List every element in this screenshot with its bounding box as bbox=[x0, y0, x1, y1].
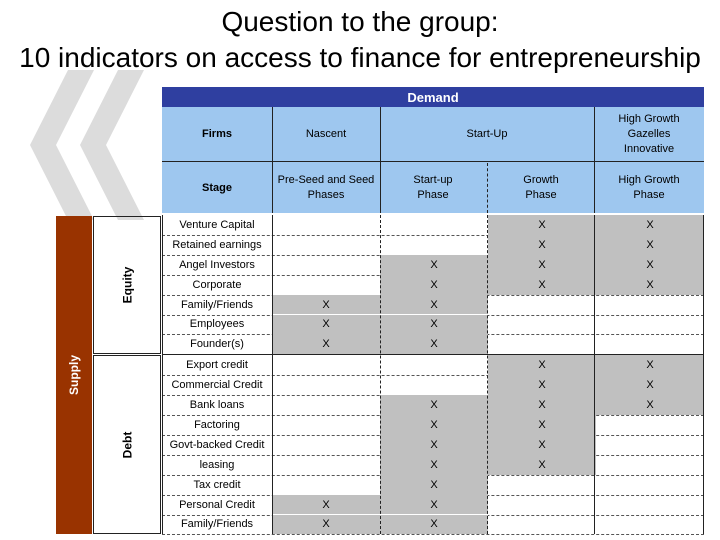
matrix-cell bbox=[596, 495, 704, 515]
slide-title: Question to the group: bbox=[221, 6, 499, 37]
row-label: Angel Investors bbox=[179, 258, 255, 271]
matrix-cell: X bbox=[596, 255, 704, 275]
matrix-cell: X bbox=[380, 295, 488, 315]
matrix-cell: X bbox=[272, 334, 380, 354]
matrix-cell bbox=[272, 475, 380, 495]
equity-label-box bbox=[93, 216, 161, 354]
row-label: Bank loans bbox=[189, 399, 245, 412]
supply-label: Supply bbox=[67, 354, 82, 396]
matrix-cell: X bbox=[488, 435, 596, 455]
matrix-cell: X bbox=[596, 395, 704, 415]
matrix-cell bbox=[272, 395, 380, 415]
matrix-cell: X bbox=[380, 315, 488, 335]
row-label: Retained earnings bbox=[172, 238, 262, 251]
matrix-cell bbox=[272, 375, 380, 395]
matrix-cell bbox=[380, 355, 488, 375]
matrix-cell: X bbox=[380, 275, 488, 295]
matrix-cell: X bbox=[596, 235, 704, 255]
row-label: Govt-backed Credit bbox=[169, 438, 265, 451]
header-divider bbox=[162, 161, 704, 162]
matrix-cell bbox=[596, 334, 704, 354]
row-label: Corporate bbox=[192, 278, 242, 291]
matrix-cell: X bbox=[596, 355, 704, 375]
header-vline bbox=[594, 107, 595, 213]
debt-label-box bbox=[93, 355, 161, 534]
matrix-cell: X bbox=[380, 334, 488, 354]
matrix-cell bbox=[596, 295, 704, 315]
matrix-cell: X bbox=[488, 455, 596, 475]
row-label: Employees bbox=[189, 318, 245, 331]
row-label: Family/Friends bbox=[180, 518, 254, 531]
header-vline-dashed bbox=[487, 163, 488, 213]
matrix-cell: X bbox=[488, 255, 596, 275]
pre-seed-header: Pre-Seed and Seed Phases bbox=[277, 174, 375, 201]
matrix-cell bbox=[272, 355, 380, 375]
matrix-cell bbox=[488, 315, 596, 335]
matrix-cell bbox=[596, 515, 704, 535]
matrix-cell bbox=[596, 475, 704, 495]
supply-label-bar bbox=[56, 216, 92, 534]
matrix-cell: X bbox=[380, 395, 488, 415]
matrix-cell: X bbox=[380, 455, 488, 475]
slide-subtitle: 10 indicators on access to finance for entrepreneurship bbox=[19, 42, 701, 73]
high-growth-phase-header: High Growth Phase bbox=[618, 174, 680, 201]
matrix-cell: X bbox=[380, 255, 488, 275]
growth-phase-header: Growth Phase bbox=[523, 174, 559, 201]
row-divider bbox=[162, 534, 704, 535]
column-divider bbox=[594, 215, 595, 534]
matrix-cell bbox=[380, 375, 488, 395]
stage-header: Stage bbox=[202, 181, 232, 194]
column-divider bbox=[703, 215, 704, 534]
matrix-cell bbox=[488, 495, 596, 515]
row-label: Tax credit bbox=[193, 478, 241, 491]
matrix-cell: X bbox=[488, 415, 596, 435]
matrix-cell: X bbox=[272, 495, 380, 515]
matrix-cell bbox=[488, 475, 596, 495]
column-divider bbox=[272, 215, 273, 534]
matrix-cell bbox=[596, 315, 704, 335]
row-label: Factoring bbox=[194, 418, 240, 431]
matrix-cell bbox=[380, 215, 488, 235]
matrix-cell: X bbox=[380, 435, 488, 455]
matrix-cell bbox=[596, 415, 704, 435]
row-label: Export credit bbox=[186, 359, 248, 372]
matrix-cell bbox=[488, 295, 596, 315]
column-divider bbox=[380, 215, 381, 534]
matrix-cell bbox=[272, 435, 380, 455]
row-label: Founder(s) bbox=[190, 338, 244, 351]
matrix-cell bbox=[488, 515, 596, 535]
equity-debt-separator bbox=[162, 354, 704, 355]
startup-header: Start-Up bbox=[466, 127, 508, 140]
row-label: Venture Capital bbox=[179, 218, 255, 231]
matrix-cell bbox=[596, 455, 704, 475]
column-divider bbox=[162, 215, 163, 534]
matrix-cell bbox=[596, 435, 704, 455]
matrix-cell: X bbox=[488, 395, 596, 415]
startup-phase-header: Start-up Phase bbox=[413, 174, 453, 201]
matrix-cell bbox=[272, 215, 380, 235]
matrix-cell: X bbox=[488, 375, 596, 395]
nascent-header: Nascent bbox=[305, 127, 347, 140]
matrix-cell: X bbox=[380, 415, 488, 435]
matrix-cell: X bbox=[488, 275, 596, 295]
header-vline bbox=[272, 107, 273, 213]
matrix-cell: X bbox=[488, 355, 596, 375]
debt-label: Debt bbox=[119, 431, 134, 458]
demand-bar: Demand bbox=[162, 87, 704, 107]
matrix-cell bbox=[272, 275, 380, 295]
matrix-cell: X bbox=[272, 515, 380, 535]
column-divider bbox=[487, 215, 488, 534]
high-growth-header: High Growth Gazelles Innovative bbox=[618, 112, 680, 155]
matrix-cell: X bbox=[488, 215, 596, 235]
header-vline bbox=[380, 107, 381, 213]
decorative-chevron-icon bbox=[30, 70, 160, 220]
matrix-cell: X bbox=[488, 235, 596, 255]
equity-label: Equity bbox=[119, 266, 134, 304]
matrix-cell: X bbox=[272, 295, 380, 315]
firms-header: Firms bbox=[202, 127, 232, 140]
matrix-cell bbox=[380, 235, 488, 255]
matrix-cell: X bbox=[380, 495, 488, 515]
matrix-cell bbox=[272, 255, 380, 275]
matrix-cell bbox=[488, 334, 596, 354]
row-label: leasing bbox=[199, 458, 235, 471]
matrix-cell: X bbox=[272, 315, 380, 335]
matrix-cell bbox=[272, 235, 380, 255]
row-label: Personal Credit bbox=[179, 498, 255, 511]
row-label: Family/Friends bbox=[180, 298, 254, 311]
matrix-cell bbox=[272, 455, 380, 475]
matrix-cell bbox=[272, 415, 380, 435]
matrix-cell: X bbox=[380, 475, 488, 495]
matrix-cell: X bbox=[596, 275, 704, 295]
matrix-cell: X bbox=[380, 515, 488, 535]
matrix-cell: X bbox=[596, 215, 704, 235]
row-label: Commercial Credit bbox=[171, 379, 263, 392]
matrix-cell: X bbox=[596, 375, 704, 395]
